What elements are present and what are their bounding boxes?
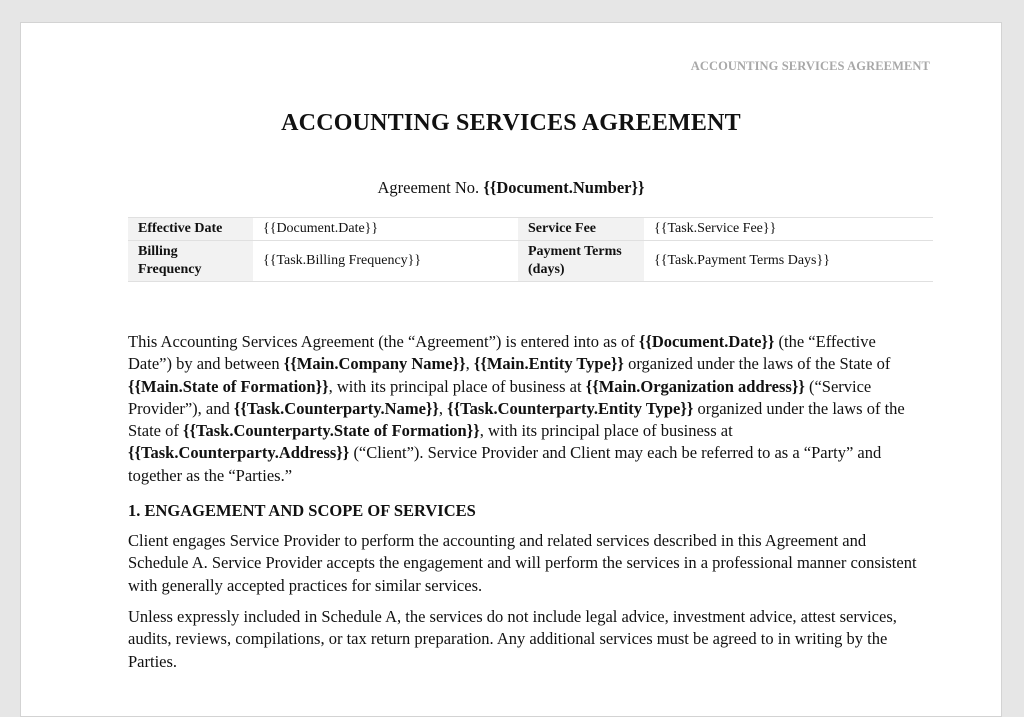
intro-text: (“Service Provider”), and — [128, 376, 872, 418]
running-header: ACCOUNTING SERVICES AGREEMENT — [690, 59, 930, 73]
document-page — [20, 22, 1002, 717]
effective-date-value: {{Document.Date}} — [253, 218, 518, 241]
placeholder-counterparty-entity-type: {{Task.Counterparty.Entity Type}} — [447, 398, 694, 418]
agreement-number — [21, 178, 1001, 198]
agreement-meta-table — [128, 217, 933, 282]
intro-text: , with its principal place of business at — [479, 421, 733, 441]
intro-text: (“Client”). Service Provider and Client may each be referred to as a “Party” and together as the “Parties.” — [128, 443, 882, 485]
intro-text: organized under the laws of the State of — [623, 354, 891, 374]
payment-terms-value: {{Task.Payment Terms Days}} — [644, 241, 933, 282]
service-fee-value: {{Task.Service Fee}} — [644, 218, 933, 241]
placeholder-counterparty-address: {{Task.Counterparty.Address}} — [128, 443, 350, 463]
placeholder-state-of-formation: {{Main.State of Formation}} — [128, 376, 329, 396]
placeholder-entity-type: {{Main.Entity Type}} — [473, 354, 624, 374]
table-row — [128, 241, 933, 282]
placeholder-document-date: {{Document.Date}} — [638, 332, 775, 351]
intro-text: , — [465, 354, 474, 374]
agreement-number-value: {{Document.Number}} — [483, 178, 645, 197]
payment-terms-label: Payment Terms (days) — [518, 241, 644, 282]
intro-text: , with its principal place of business at — [328, 376, 586, 396]
intro-text: This Accounting Services Agreement (the “Agreement”) is entered into as of — [128, 332, 639, 351]
placeholder-counterparty-name: {{Task.Counterparty.Name}} — [233, 398, 439, 418]
placeholder-company-name: {{Main.Company Name}} — [283, 354, 466, 374]
table-row — [128, 218, 933, 241]
placeholder-organization-address: {{Main.Organization address}} — [585, 376, 805, 396]
service-fee-label: Service Fee — [518, 218, 644, 241]
billing-frequency-value: {{Task.Billing Frequency}} — [253, 241, 518, 282]
section-paragraph: Unless expressly included in Schedule A, the services do not include legal advice, investment advice, attest services, audits, reviews, compilations, or tax return preparation. Any additional services must be agreed to in writing by the Parties. — [128, 607, 897, 671]
agreement-number-label: Agreement No. — [377, 178, 480, 197]
intro-text: (the “Effective Date”) by and between — [128, 332, 876, 374]
placeholder-counterparty-state: {{Task.Counterparty.State of Formation}} — [183, 421, 480, 441]
section-heading: 1. ENGAGEMENT AND SCOPE OF SERVICES — [128, 501, 476, 520]
intro-paragraph — [128, 331, 920, 487]
intro-text: , — [438, 398, 448, 418]
billing-frequency-label: Billing Frequency — [128, 241, 253, 282]
effective-date-label: Effective Date — [128, 218, 253, 241]
intro-text: organized under the laws of the State of — [128, 398, 905, 441]
document-title: ACCOUNTING SERVICES AGREEMENT — [281, 110, 741, 136]
section-paragraph: Client engages Service Provider to perform the accounting and related services described in this Agreement and Schedule A. Service Provider accepts the engagement and will perform the services in a professional manner consistent with generally accepted practices for similar services. — [128, 531, 917, 595]
